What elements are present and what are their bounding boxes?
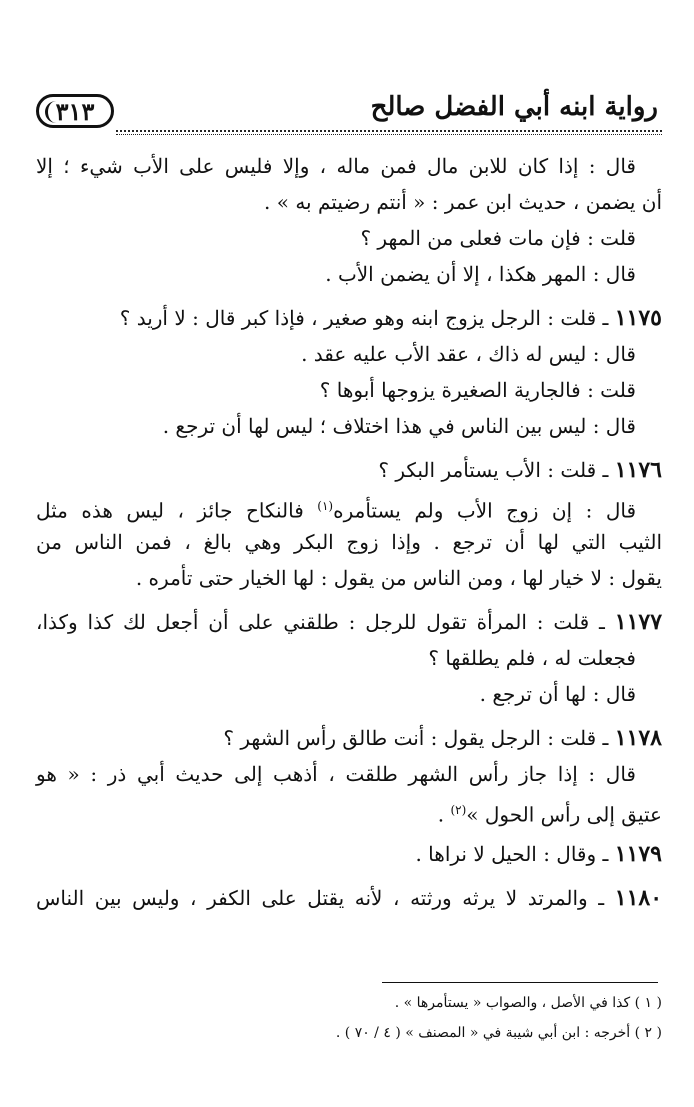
entry-separator: ـ bbox=[587, 886, 615, 910]
page-body bbox=[36, 148, 662, 916]
entry-separator: ـ bbox=[596, 306, 615, 330]
text-line: فجعلت له ، فلم يطلقها ؟ bbox=[428, 646, 636, 670]
header-rule-secondary bbox=[116, 134, 662, 135]
entry-separator: ـ bbox=[589, 610, 615, 634]
text-line: قال : إذا جاز رأس الشهر طلقت ، أذهب إلى حديث أبي ذر : « هو bbox=[36, 762, 636, 786]
text-line bbox=[36, 792, 662, 828]
entry-number: ١١٨٠ bbox=[614, 885, 663, 911]
text-segment: عتيق إلى رأس الحول » bbox=[466, 802, 662, 827]
entry-number: ١١٧٩ bbox=[614, 841, 662, 867]
footnote-marker: (١) bbox=[317, 499, 334, 513]
page-header bbox=[36, 92, 662, 138]
text-line: قال : إذا كان للابن مال فمن ماله ، وإلا فليس على الأب شيء ؛ إلا bbox=[36, 154, 636, 178]
entry-number: ١١٧٨ bbox=[614, 725, 662, 751]
entry-separator: ـ bbox=[596, 458, 615, 482]
footnote-rule bbox=[382, 982, 658, 983]
footnote: ( ٢ ) أخرجه : ابن أبي شيبة في « المصنف » ( ٤ / ٧٠ ) . bbox=[335, 1025, 662, 1041]
entry-separator: ـ bbox=[596, 842, 615, 866]
entry-separator: ـ bbox=[596, 726, 615, 750]
text-line: قال : المهر هكذا ، إلا أن يضمن الأب . bbox=[325, 262, 636, 286]
footnote: ( ١ ) كذا في الأصل ، والصواب « يستأمرها » . bbox=[394, 995, 662, 1011]
text-line: قلت : الأب يستأمر البكر ؟ bbox=[378, 458, 597, 482]
entry-number: ١١٧٥ bbox=[614, 305, 662, 331]
text-line: والمرتد لا يرثه ورثته ، لأنه يقتل على الكفر ، وليس بين الناس bbox=[36, 886, 588, 910]
page-number: ٣١٣ bbox=[55, 96, 95, 126]
header-rule bbox=[116, 130, 662, 132]
entry-1179 bbox=[36, 836, 662, 872]
text-line bbox=[36, 488, 662, 524]
text-line: قلت : فالجارية الصغيرة يزوجها أبوها ؟ bbox=[319, 378, 636, 402]
text-line: قلت : الرجل يزوج ابنه وهو صغير ، فإذا كبر قال : لا أريد ؟ bbox=[119, 306, 597, 330]
text-line: يقول : لا خيار لها ، ومن الناس من يقول : لها الخيار حتى تأمره . bbox=[135, 566, 662, 590]
page-number-badge bbox=[36, 94, 114, 128]
text-line: الثيب التي لها أن ترجع . وإذا زوج البكر وهي بالغ ، فمن الناس من bbox=[36, 530, 662, 554]
entry-1175 bbox=[36, 300, 662, 336]
entry-number: ١١٧٦ bbox=[614, 457, 662, 483]
footnotes bbox=[36, 988, 662, 1048]
text-line: قلت : المرأة تقول للرجل : طلقني على أن أجعل لك كذا وكذا، bbox=[36, 610, 590, 634]
text-segment: قال : إن زوج الأب ولم يستأمره bbox=[333, 498, 636, 523]
text-segment: فالنكاح جائز ، ليس هذه مثل bbox=[36, 498, 304, 523]
text-line: أن يضمن ، حديث ابن عمر : « أنتم رضيتم به » . bbox=[264, 190, 662, 214]
text-line: قال : ليس بين الناس في هذا اختلاف ؛ ليس لها أن ترجع . bbox=[162, 414, 636, 438]
text-line: قلت : الرجل يقول : أنت طالق رأس الشهر ؟ bbox=[223, 726, 597, 750]
text-line: قال : ليس له ذاك ، عقد الأب عليه عقد . bbox=[301, 342, 636, 366]
text-line: قال : لها أن ترجع . bbox=[479, 682, 636, 706]
entry-1176 bbox=[36, 452, 662, 488]
text-line: قلت : فإن مات فعلى من المهر ؟ bbox=[360, 226, 636, 250]
entry-1180 bbox=[36, 880, 662, 916]
text-line: وقال : الحيل لا نراها . bbox=[415, 842, 597, 866]
entry-number: ١١٧٧ bbox=[614, 609, 663, 635]
footnote-marker: (٢) bbox=[450, 803, 467, 817]
entry-1177 bbox=[36, 604, 662, 640]
running-title: رواية ابنه أبي الفضل صالح bbox=[370, 92, 658, 122]
entry-1178 bbox=[36, 720, 662, 756]
text-segment: . bbox=[437, 802, 451, 827]
